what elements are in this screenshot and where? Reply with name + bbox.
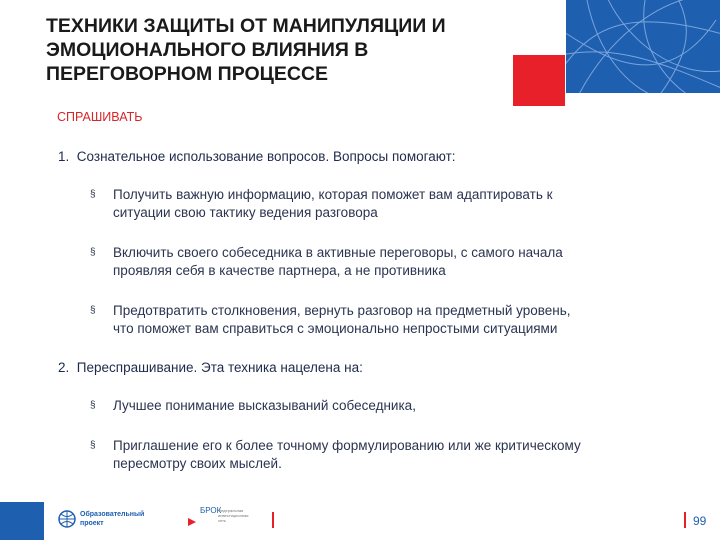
bullet-line: Получить важную информацию, которая поможет вам адаптировать к bbox=[113, 187, 553, 202]
bullet-line: проявляя себя в качестве партнера, а не противника bbox=[113, 263, 446, 278]
partner-logo-text: БРОК bbox=[200, 506, 222, 515]
globe-icon bbox=[58, 510, 76, 528]
section-2-heading bbox=[58, 360, 363, 375]
decorative-red-square bbox=[513, 55, 565, 106]
logo-text bbox=[80, 510, 144, 528]
list-item bbox=[90, 302, 680, 338]
project-logo bbox=[58, 510, 168, 532]
section-2-heading-text: Переспрашивание. Эта техника нацелена на: bbox=[76, 360, 363, 375]
partner-logo bbox=[186, 506, 256, 530]
bullet-line: что поможет вам справиться с эмоционально непростыми ситуациями bbox=[113, 321, 558, 336]
bullet-line: Включить своего собеседника в активные переговоры, с самого начала bbox=[113, 245, 563, 260]
logo-line: Федеральная bbox=[218, 508, 244, 513]
bullet-line: пересмотру своих мыслей. bbox=[113, 456, 282, 471]
page-number: 99 bbox=[693, 514, 707, 528]
section-1-heading bbox=[58, 149, 456, 164]
bullet-text bbox=[113, 302, 680, 338]
partner-logo-small-text bbox=[218, 508, 248, 523]
bullet-marker: § bbox=[90, 247, 96, 258]
bullet-text bbox=[113, 244, 680, 280]
footer-separator bbox=[684, 512, 686, 528]
bullet-marker: § bbox=[90, 305, 96, 316]
title-line-2: ЭМОЦИОНАЛЬНОГО ВЛИЯНИЯ В bbox=[46, 39, 369, 61]
list-item bbox=[90, 437, 680, 473]
logo-line: проект bbox=[80, 520, 104, 527]
footer-separator bbox=[272, 512, 274, 528]
arrow-icon bbox=[186, 516, 198, 528]
title-line-3: ПЕРЕГОВОРНОМ ПРОЦЕССЕ bbox=[46, 63, 329, 85]
decorative-blue-block bbox=[566, 0, 720, 93]
logo-line: сеть bbox=[218, 518, 227, 523]
bullet-line: Предотвратить столкновения, вернуть разговор на предметный уровень, bbox=[113, 303, 571, 318]
bullet-line: ситуации свою тактику ведения разговора bbox=[113, 205, 378, 220]
logo-line: Образовательный bbox=[80, 511, 145, 518]
section-1-heading-text: Сознательное использование вопросов. Вопросы помогают: bbox=[76, 149, 456, 164]
bullet-text bbox=[113, 397, 680, 415]
bullet-line: Лучшее понимание высказываний собеседника, bbox=[113, 398, 416, 413]
bullet-text bbox=[113, 437, 680, 473]
list-item bbox=[90, 244, 680, 280]
bullet-marker: § bbox=[90, 400, 96, 411]
bullet-text bbox=[113, 186, 680, 222]
section-1-number: 1. bbox=[58, 149, 70, 164]
bullet-marker: § bbox=[90, 440, 96, 451]
bullet-line: Приглашение его к более точному формулированию или же критическому bbox=[113, 438, 581, 453]
logo-line: инвестиционная bbox=[218, 513, 249, 518]
bullet-marker: § bbox=[90, 189, 96, 200]
section-2-number: 2. bbox=[58, 360, 70, 375]
list-item bbox=[90, 397, 680, 415]
list-item bbox=[90, 186, 680, 222]
slide-title bbox=[46, 14, 526, 86]
footer-blue-block bbox=[0, 502, 44, 540]
decorative-curves bbox=[566, 0, 720, 93]
section-label: СПРАШИВАТЬ bbox=[57, 110, 143, 124]
title-line-1: ТЕХНИКИ ЗАЩИТЫ ОТ МАНИПУЛЯЦИИ И bbox=[46, 15, 446, 37]
